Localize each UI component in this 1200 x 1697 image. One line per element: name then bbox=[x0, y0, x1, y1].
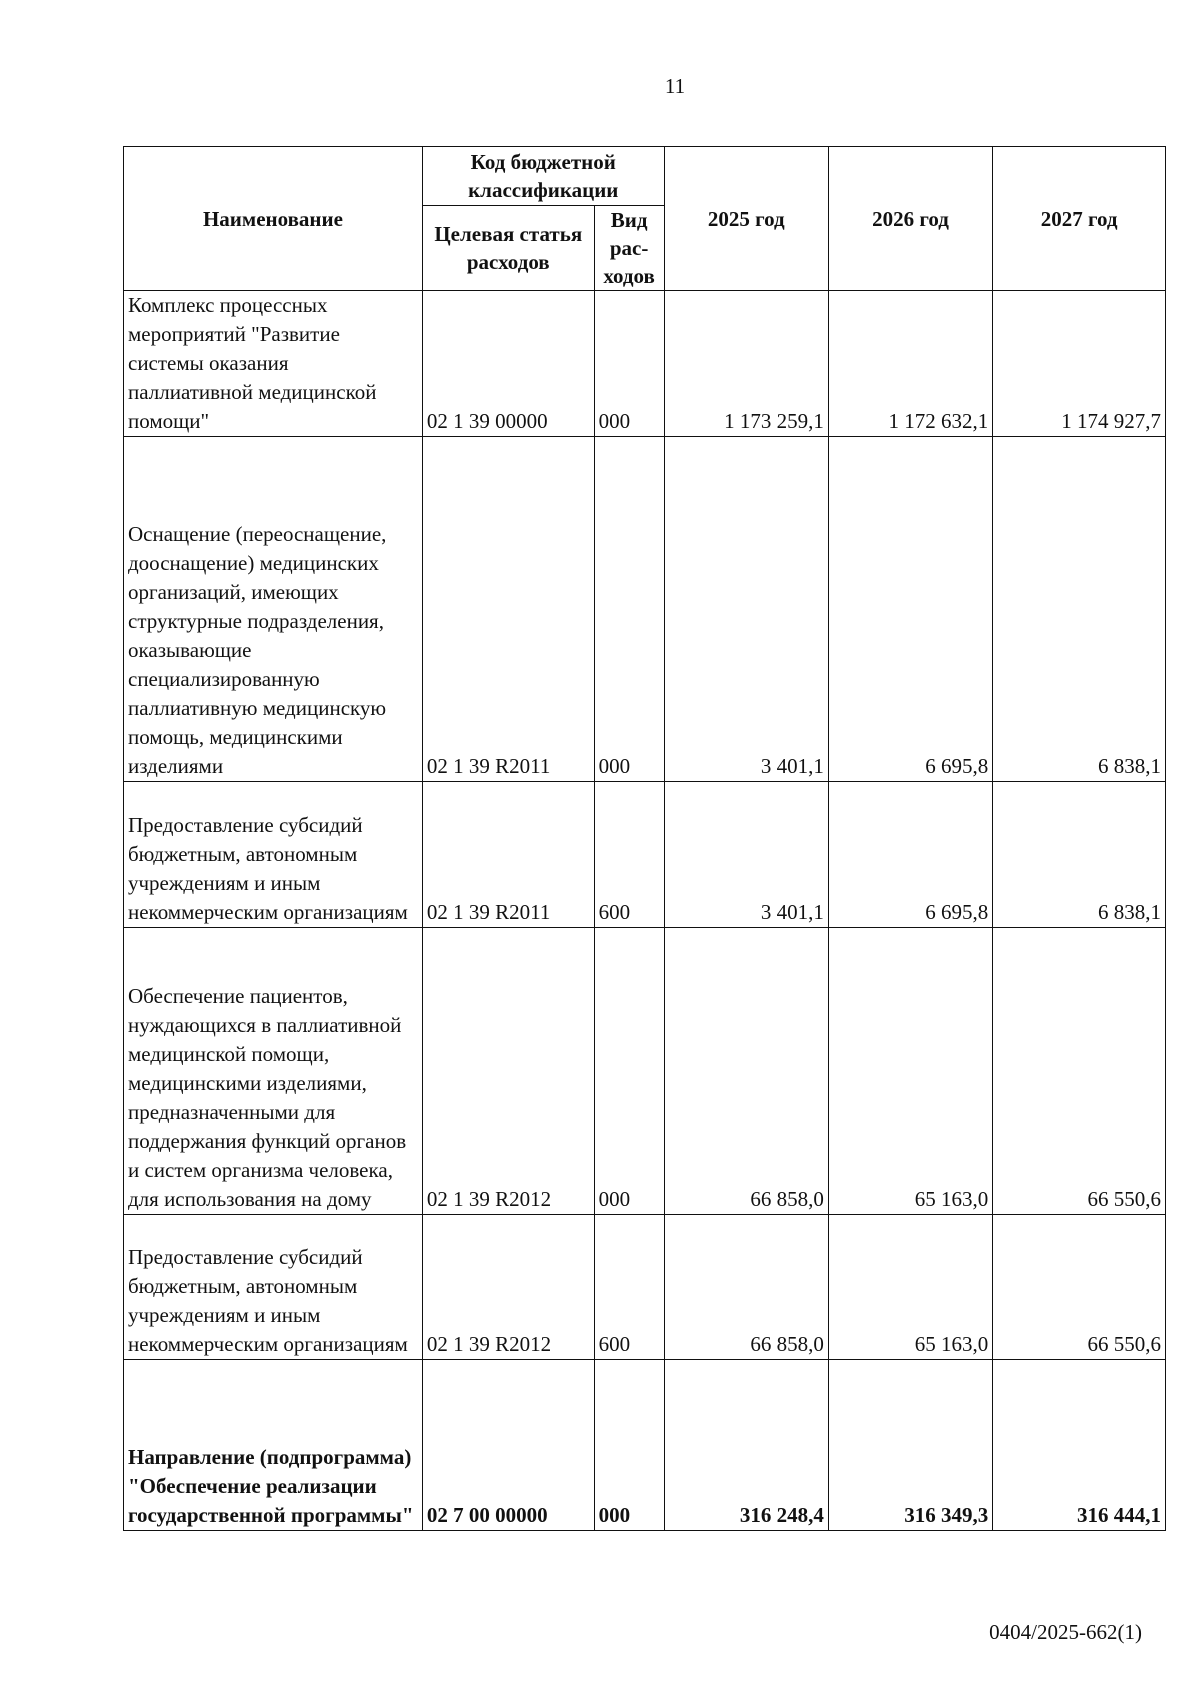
row-target: 02 1 39 00000 bbox=[422, 291, 594, 437]
table-row bbox=[124, 782, 1166, 928]
page-number: 11 bbox=[664, 74, 686, 98]
row-name: Оснащение (переоснащение, дооснащение) медицинских организаций, имеющих структурные подразделения, оказывающие специализированную паллиативную медицинскую помощь, медицинскими изделиями bbox=[124, 437, 423, 782]
row-2025: 66 858,0 bbox=[664, 1215, 828, 1360]
header-name: Наименование bbox=[124, 147, 423, 291]
row-name: Направление (подпрограмма) "Обеспечение реализации государственной программы" bbox=[124, 1360, 423, 1531]
row-kind: 600 bbox=[594, 1215, 664, 1360]
row-target: 02 1 39 R2011 bbox=[422, 782, 594, 928]
row-2027: 316 444,1 bbox=[993, 1360, 1166, 1531]
row-2025: 3 401,1 bbox=[664, 437, 828, 782]
row-target: 02 7 00 00000 bbox=[422, 1360, 594, 1531]
table-row bbox=[124, 291, 1166, 437]
table-row bbox=[124, 1215, 1166, 1360]
row-target: 02 1 39 R2012 bbox=[422, 1215, 594, 1360]
row-name: Обеспечение пациентов, нуждающихся в паллиативной медицинской помощи, медицинскими изделиями, предназначенными для поддержания функций органов и систем организма человека, для использования на дому bbox=[124, 928, 423, 1215]
header-2025: 2025 год bbox=[664, 147, 828, 291]
row-2026: 65 163,0 bbox=[828, 928, 992, 1215]
header-target: Целевая статья расходов bbox=[422, 206, 594, 291]
row-2025: 316 248,4 bbox=[664, 1360, 828, 1531]
budget-table bbox=[123, 146, 1166, 1531]
row-kind: 000 bbox=[594, 1360, 664, 1531]
row-2025: 66 858,0 bbox=[664, 928, 828, 1215]
row-2026: 6 695,8 bbox=[828, 437, 992, 782]
table-row bbox=[124, 437, 1166, 782]
row-2025: 1 173 259,1 bbox=[664, 291, 828, 437]
row-name: Комплекс процессных мероприятий "Развитие системы оказания паллиативной медицинской помощи" bbox=[124, 291, 423, 437]
row-2027: 6 838,1 bbox=[993, 782, 1166, 928]
row-2027: 66 550,6 bbox=[993, 1215, 1166, 1360]
row-target: 02 1 39 R2011 bbox=[422, 437, 594, 782]
row-2027: 1 174 927,7 bbox=[993, 291, 1166, 437]
row-name: Предоставление субсидий бюджетным, автономным учреждениям и иным некоммерческим организациям bbox=[124, 782, 423, 928]
row-2026: 65 163,0 bbox=[828, 1215, 992, 1360]
table-body bbox=[124, 291, 1166, 1531]
row-2027: 6 838,1 bbox=[993, 437, 1166, 782]
row-kind: 600 bbox=[594, 782, 664, 928]
table-row-subprogram bbox=[124, 1360, 1166, 1531]
row-kind: 000 bbox=[594, 291, 664, 437]
row-2026: 316 349,3 bbox=[828, 1360, 992, 1531]
row-2027: 66 550,6 bbox=[993, 928, 1166, 1215]
header-code-group: Код бюджетной классификации bbox=[422, 147, 664, 206]
header-2027: 2027 год bbox=[993, 147, 1166, 291]
row-2026: 1 172 632,1 bbox=[828, 291, 992, 437]
row-kind: 000 bbox=[594, 928, 664, 1215]
header-2026: 2026 год bbox=[828, 147, 992, 291]
header-kind: Вид рас-ходов bbox=[594, 206, 664, 291]
row-name: Предоставление субсидий бюджетным, автономным учреждениям и иным некоммерческим организациям bbox=[124, 1215, 423, 1360]
row-target: 02 1 39 R2012 bbox=[422, 928, 594, 1215]
table-header bbox=[124, 147, 1166, 291]
row-2026: 6 695,8 bbox=[828, 782, 992, 928]
table-row bbox=[124, 928, 1166, 1215]
row-kind: 000 bbox=[594, 437, 664, 782]
document-id: 0404/2025-662(1) bbox=[989, 1620, 1142, 1644]
row-2025: 3 401,1 bbox=[664, 782, 828, 928]
